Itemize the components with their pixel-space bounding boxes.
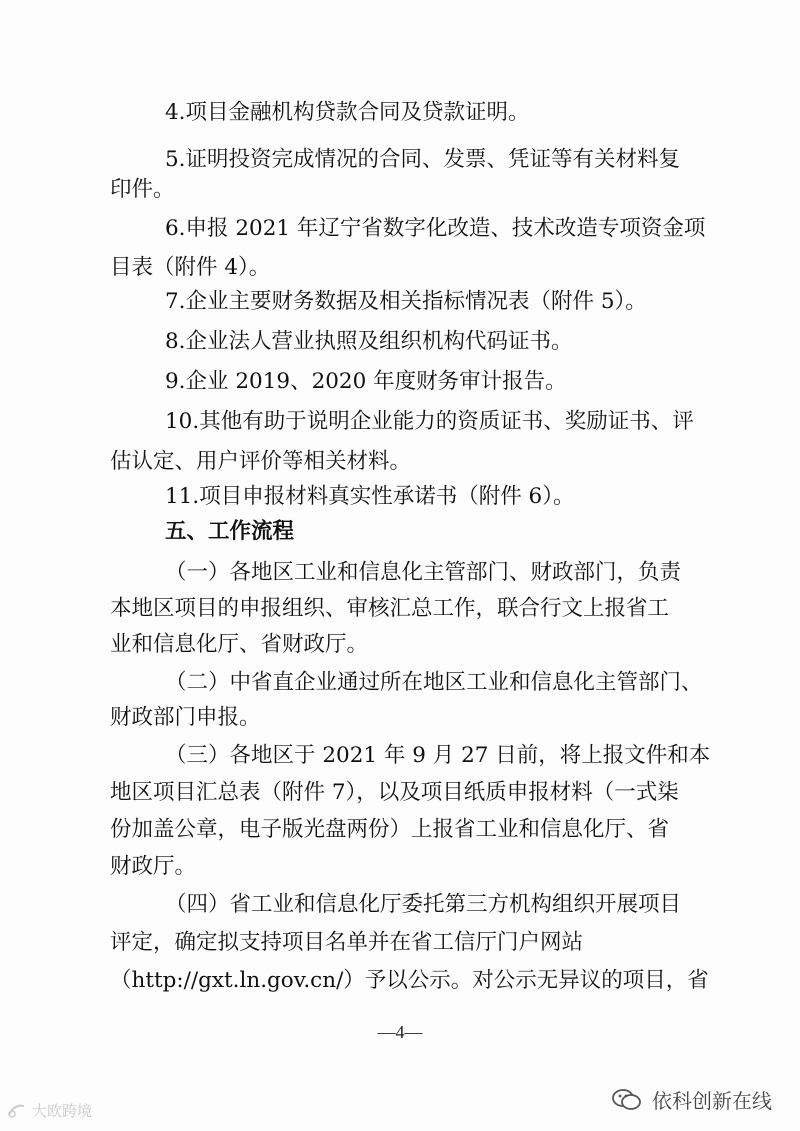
paragraph-3-line-1: （三）各地区于 2021 年 9 月 27 日前，将上报文件和本 [165,743,711,768]
paragraph-1-line-1: （一）各地区工业和信息化主管部门、财政部门，负责 [165,560,682,585]
list-item-8: 8.企业法人营业执照及组织机构代码证书。 [165,329,573,354]
watermark-left-text: 大欧跨境 [32,1102,93,1120]
paragraph-2-line-2: 财政部门申报。 [110,705,261,730]
paragraph-3-line-3: 份加盖公章，电子版光盘两份）上报省工业和信息化厅、省 [110,817,670,842]
list-item-10: 10.其他有助于说明企业能力的资质证书、奖励证书、评 [165,409,694,434]
list-item-9: 9.企业 2019、2020 年度财务审计报告。 [165,369,567,394]
list-item-6-cont: 目表（附件 4）。 [110,255,271,280]
paragraph-4-line-3: （http://gxt.ln.gov.cn/）予以公示。对公示无异议的项目，省 [110,968,709,993]
list-item-5: 5.证明投资完成情况的合同、发票、凭证等有关材料复 [165,147,681,172]
list-item-10-cont: 估认定、用户评价等相关材料。 [110,449,412,474]
list-item-6: 6.申报 2021 年辽宁省数字化改造、技术改造专项资金项 [165,216,706,241]
logo-icon [6,1102,28,1120]
paragraph-4-line-2: 评定，确定拟支持项目名单并在省工信厅门户网站 [110,930,584,955]
list-item-7: 7.企业主要财务数据及相关指标情况表（附件 5）。 [165,289,647,314]
wechat-icon [612,1088,642,1112]
paragraph-1-line-3: 业和信息化厅、省财政厅。 [110,632,369,657]
watermark-right-text: 依科创新在线 [652,1089,772,1113]
paragraph-3-line-4: 财政厅。 [110,854,197,879]
paragraph-1-line-2: 本地区项目的申报组织、审核汇总工作，联合行文上报省工 [110,596,670,621]
page-number: —4— [377,1022,423,1042]
paragraph-4-line-1: （四）省工业和信息化厅委托第三方机构组织开展项目 [165,892,682,917]
watermark-left [6,1100,92,1121]
paragraph-3-line-2: 地区项目汇总表（附件 7），以及项目纸质申报材料（一式柒 [110,780,679,805]
list-item-4: 4.项目金融机构贷款合同及贷款证明。 [165,100,530,125]
section-heading: 五、工作流程 [165,519,295,544]
watermark-right [612,1085,772,1114]
list-item-11: 11.项目申报材料真实性承诺书（附件 6）。 [165,484,575,509]
paragraph-2-line-1: （二）中省直企业通过所在地区工业和信息化主管部门、 [165,670,703,695]
list-item-5-cont: 印件。 [110,177,175,202]
